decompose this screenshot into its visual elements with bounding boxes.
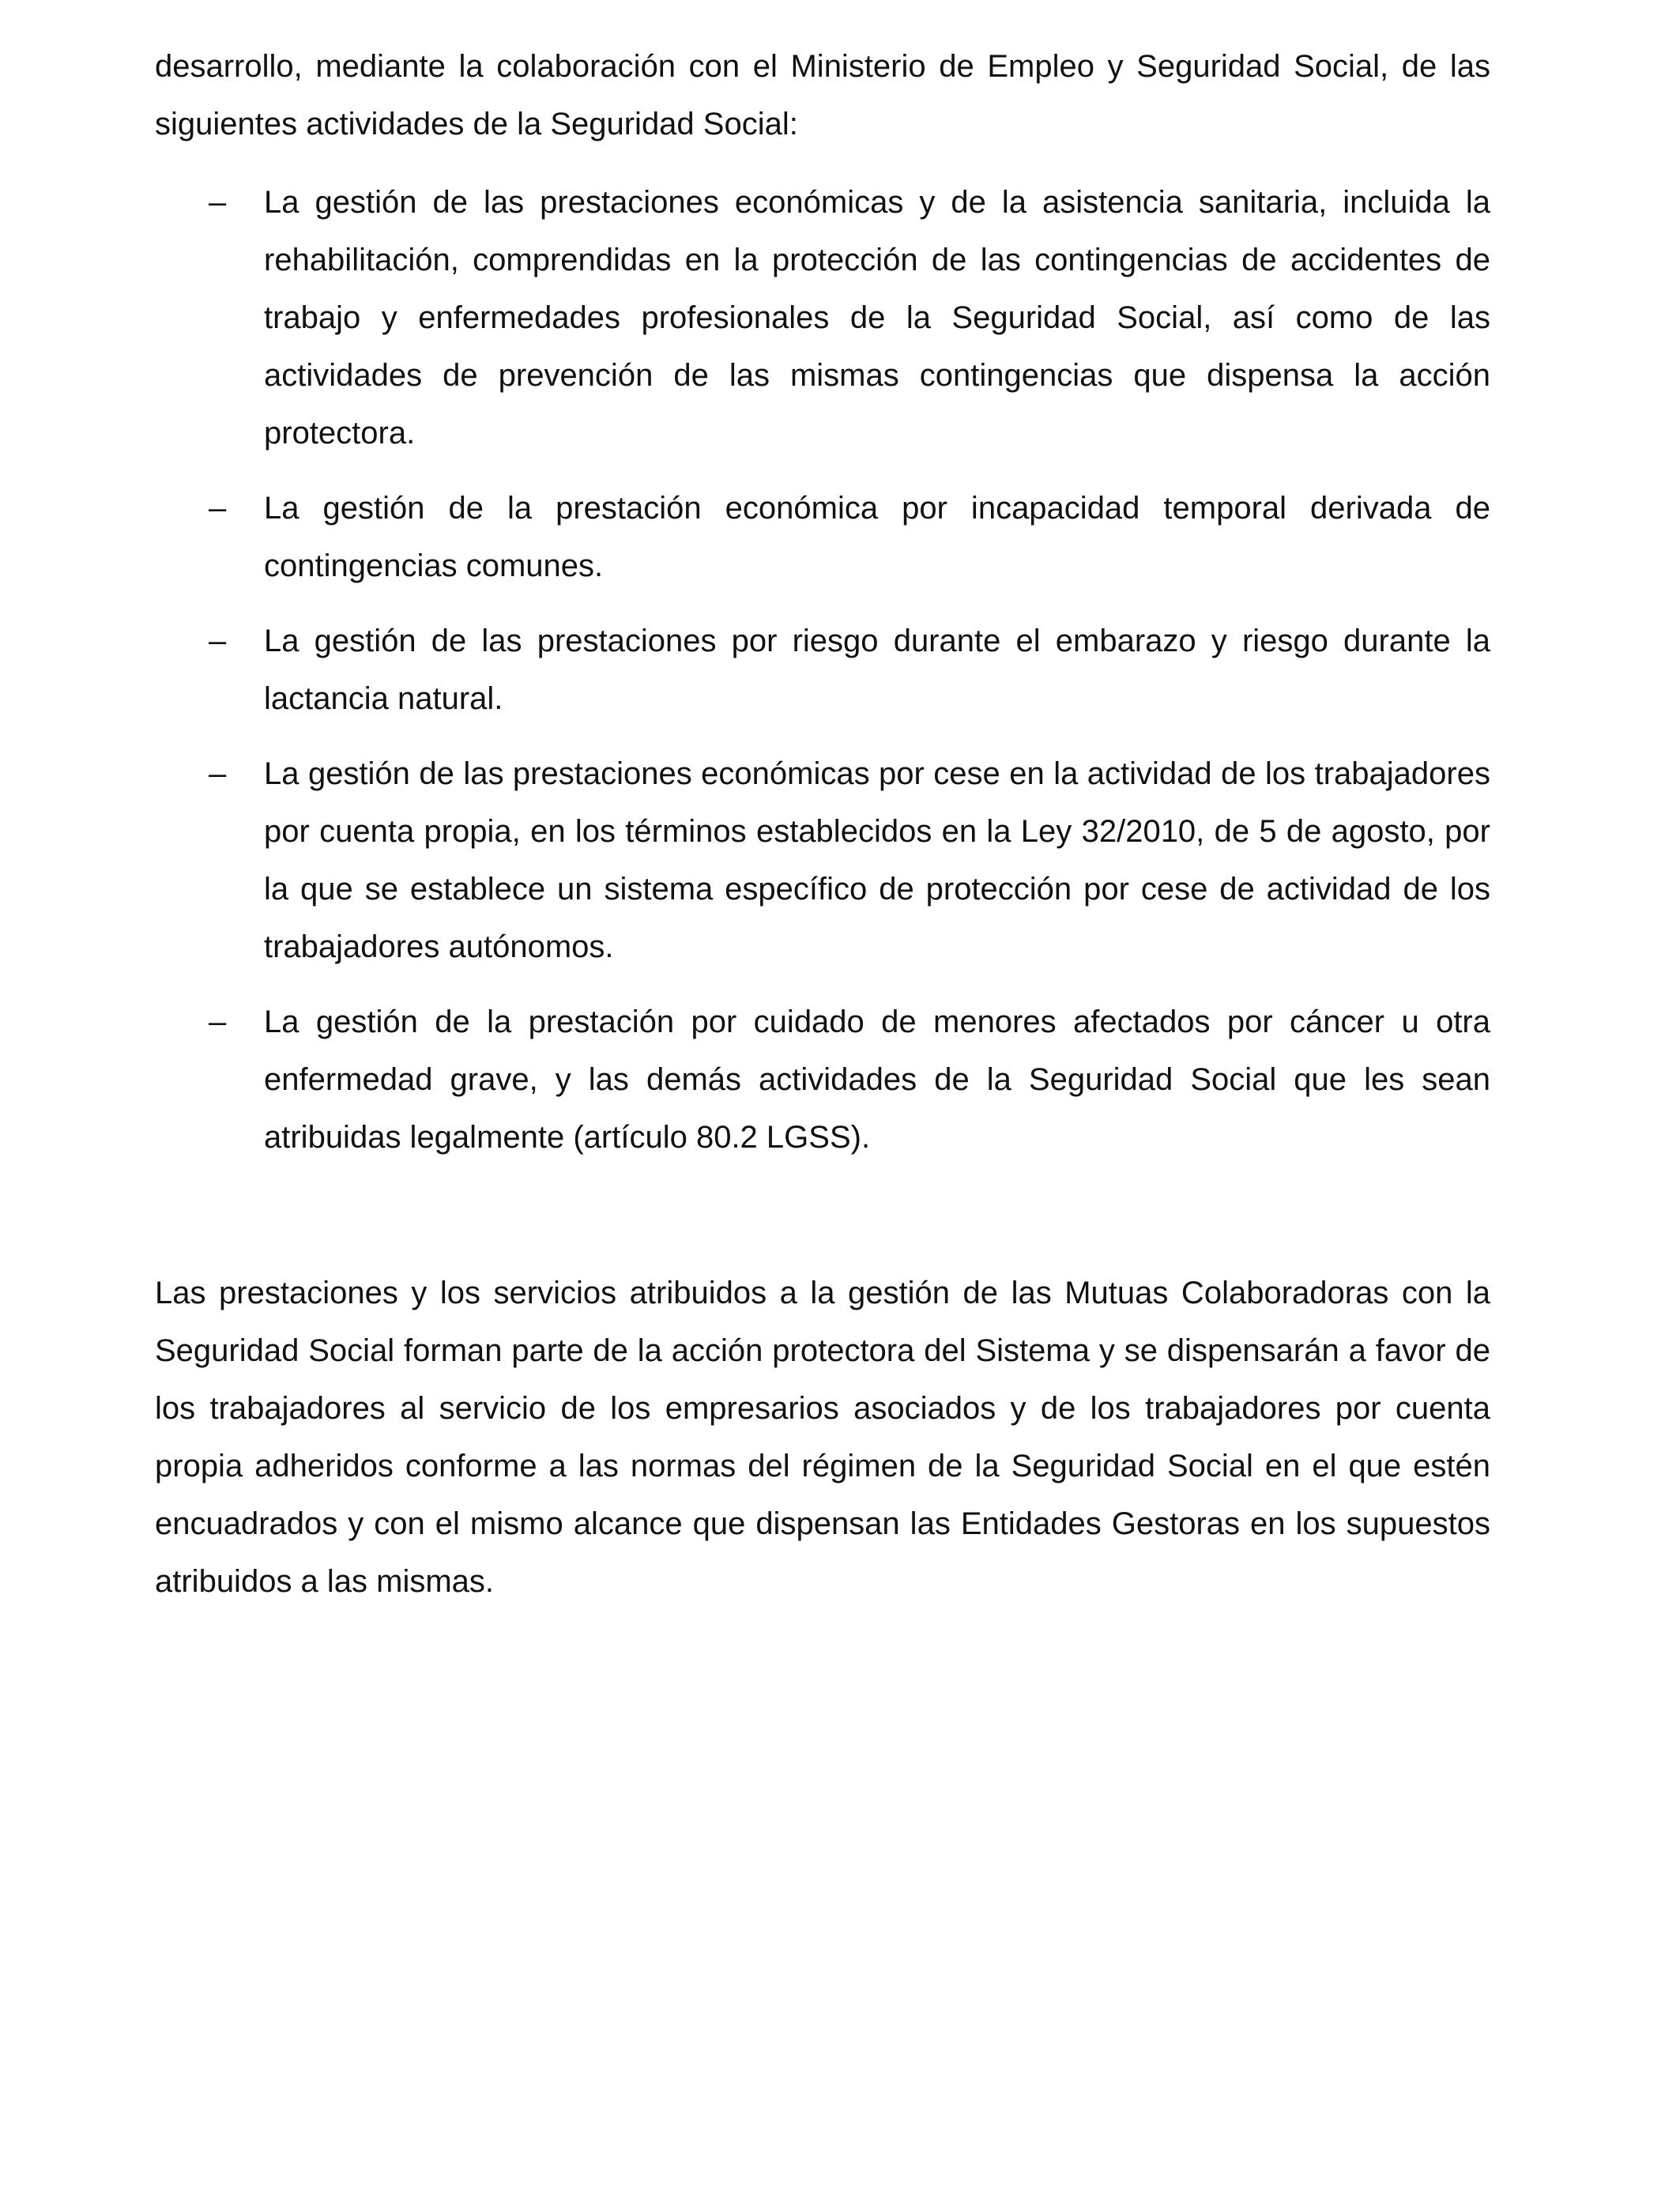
dash-bullet-icon: – — [209, 491, 227, 526]
closing-paragraph: Las prestaciones y los servicios atribuidos a la gestión de las Mutuas Colaboradoras con la Seguridad Social forman parte de la acción protectora del Sistema y se dispensarán a favor de los trabajadores al servicio de los empresarios asociados y de los trabajadores por cuenta propia adheridos conforme a las normas del régimen de la Seguridad Social en el que estén encuadrados y con el mismo alcance que dispensan las Entidades Gestoras en los supuestos atribuidos a las mismas. — [155, 1276, 1490, 1599]
list-item — [155, 174, 1490, 462]
list-item-text: La gestión de la prestación económica por incapacidad temporal derivada de contingencias comunes. — [264, 491, 1490, 583]
list-item — [155, 745, 1490, 976]
dash-bullet-icon: – — [209, 756, 227, 791]
list-item-text: La gestión de las prestaciones económicas por cese en la actividad de los trabajadores por cuenta propia, en los términos establecidos en la Ley 32/2010, de 5 de agosto, por la que se establece un sistema específico de protección por cese de actividad de los trabajadores autónomos. — [264, 756, 1490, 964]
list-item — [155, 993, 1490, 1167]
dash-bullet-icon: – — [209, 185, 227, 220]
intro-paragraph: desarrollo, mediante la colaboración con el Ministerio de Empleo y Seguridad Social, de las siguientes actividades de la Seguridad Social: — [155, 49, 1490, 141]
list-item-text: La gestión de la prestación por cuidado de menores afectados por cáncer u otra enfermedad grave, y las demás actividades de la Seguridad Social que les sean atribuidas legalmente (artículo 80.2 LGSS). — [264, 1005, 1490, 1155]
list-item-text: La gestión de las prestaciones por riesgo durante el embarazo y riesgo durante la lactancia natural. — [264, 624, 1490, 716]
dash-bullet-icon: – — [209, 1005, 227, 1039]
list-item-text: La gestión de las prestaciones económicas y de la asistencia sanitaria, incluida la rehabilitación, comprendidas en la protección de las contingencias de accidentes de trabajo y enfermedades profesionales de la Seguridad Social, así como de las actividades de prevención de las mismas contingencias que dispensa la acción protectora. — [264, 185, 1490, 450]
dash-bullet-icon: – — [209, 624, 227, 658]
activities-list — [155, 174, 1490, 1184]
list-item — [155, 480, 1490, 595]
list-item — [155, 613, 1490, 728]
